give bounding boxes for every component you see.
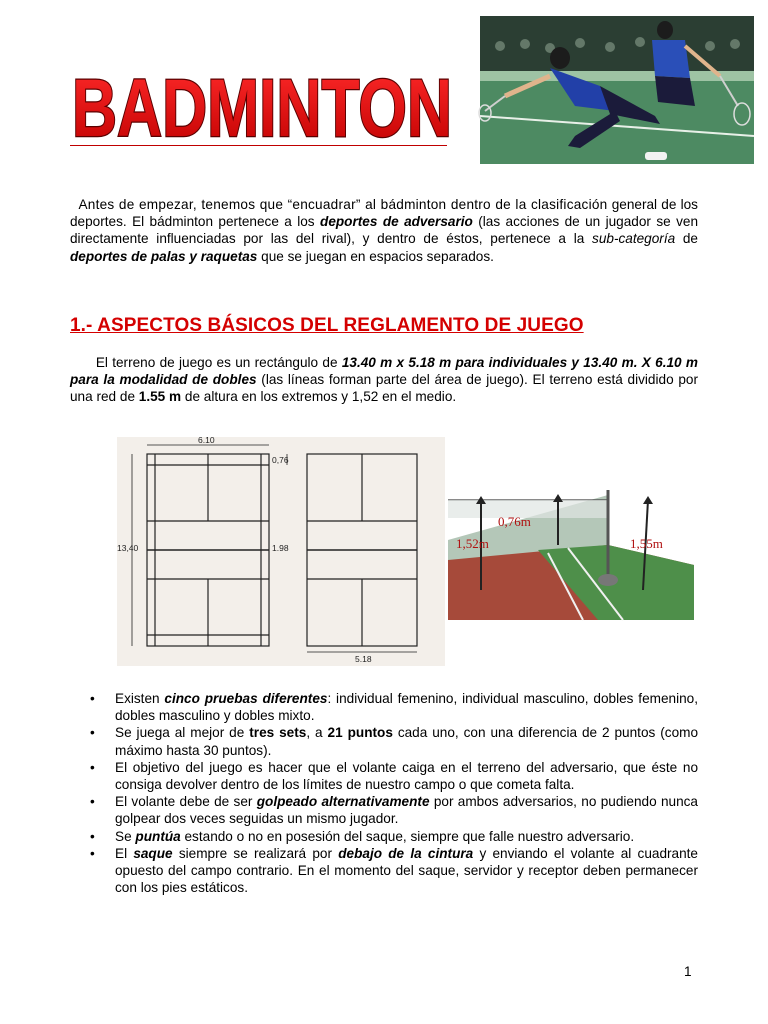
emphasis: deportes de adversario [320,214,473,230]
list-item [90,828,698,845]
length-label: 13,40 [117,543,139,553]
list-text: El [115,845,134,861]
emphasis: tres sets [249,725,307,741]
list-text: y enviando el volante al cuadrante opuesto del campo contrario. En el momento del saque, servidor y receptor deben permanecer con los pies estáticos. [115,845,698,896]
rules-text: (las líneas forman parte del área de juego). El terreno está dividido por una red de [70,372,699,405]
emphasis: 1.55 m [138,389,182,405]
list-text: siempre se realizará por [172,845,339,861]
emphasis: 13.40 m x 5.18 m para individuales y 13.40 m. X 6.10 m para la modalidad de dobles [70,355,698,388]
intro-lead: Antes de empezar, tenemos que “encuadrar” al bádminton dentro de la clasificación [78,197,608,212]
width-label: 6.10 [198,435,215,445]
list-item [90,759,698,793]
title-underline [70,145,447,146]
list-text: El objetivo del juego es hacer que el volante caiga en el terreno del adversario, que éste no consiga devolver dentro de los límites de nuestro campo o que cometa falta. [115,759,698,793]
list-text: El volante debe de ser [115,794,257,810]
emphasis: saque [133,845,173,861]
service-front-label: 1.98 [272,543,289,553]
emphasis: debajo de la cintura [338,845,474,861]
net-height-diagram [448,490,694,620]
emphasis: sub-categoría [592,231,676,247]
players-photo [480,16,754,164]
list-text: Se [115,828,136,844]
emphasis: cinco pruebas diferentes [164,691,328,706]
rules-paragraph [70,354,698,406]
intro-text: (las acciones de un jugador se ven directamente influenciadas por las del rival), y dentro de éstos, pertenece a la [70,214,699,247]
list-item [90,845,698,897]
list-text: , a [306,725,328,741]
intro-text: que se juegan en espacios separados. [257,248,494,264]
section-heading: 1.- ASPECTOS BÁSICOS DEL REGLAMENTO DE JUEGO [70,315,584,336]
emphasis: deportes de palas y raquetas [70,248,258,264]
rules-list [90,690,698,896]
list-text: por ambos adversarios, no pudiendo nunca golpear dos veces seguidas un mismo jugador. [115,794,698,827]
list-item [90,724,698,758]
list-text: Se juega al mejor de [115,725,250,741]
intro-text: general de los deportes. El bádminton pertenece a los [70,197,698,230]
label-076: 0,76m [498,514,531,529]
bullet-icon: • [90,691,95,706]
label-152: 1,52m [456,536,489,551]
title-text: BADMINTON [72,63,452,154]
service-back-label: 0,76 [272,455,289,465]
list-text: cada uno, con una diferencia de 2 puntos (como máximo hasta 30 puntos). [115,725,699,758]
bullet-icon: • [90,794,95,810]
emphasis: puntúa [135,828,181,844]
rules-text: El terreno de juego es un rectángulo de [95,355,342,370]
bullet-icon: • [90,845,95,861]
list-text: : individual femenino, individual masculino, dobles femenino, dobles masculino y dobles mixto. [115,691,698,724]
intro-paragraph [70,196,698,265]
list-text: estando o no en posesión del saque, siempre que falle nuestro adversario. [180,828,635,844]
singles-width-label: 5.18 [355,654,372,664]
bullet-icon: • [90,828,95,844]
list-item [90,793,698,827]
bullet-icon: • [90,725,95,741]
page-number: 1 [684,964,692,979]
list-text: Existen [115,691,165,706]
intro-text: de [675,231,698,247]
court-diagram [117,437,445,666]
document-title [68,58,458,154]
list-item [90,690,698,724]
label-155: 1,55m [630,536,663,551]
bullet-icon: • [90,759,95,775]
emphasis: golpeado alternativamente [256,794,430,810]
rules-text: de altura en los extremos y 1,52 en el medio. [181,389,457,405]
emphasis: 21 puntos [327,725,393,741]
